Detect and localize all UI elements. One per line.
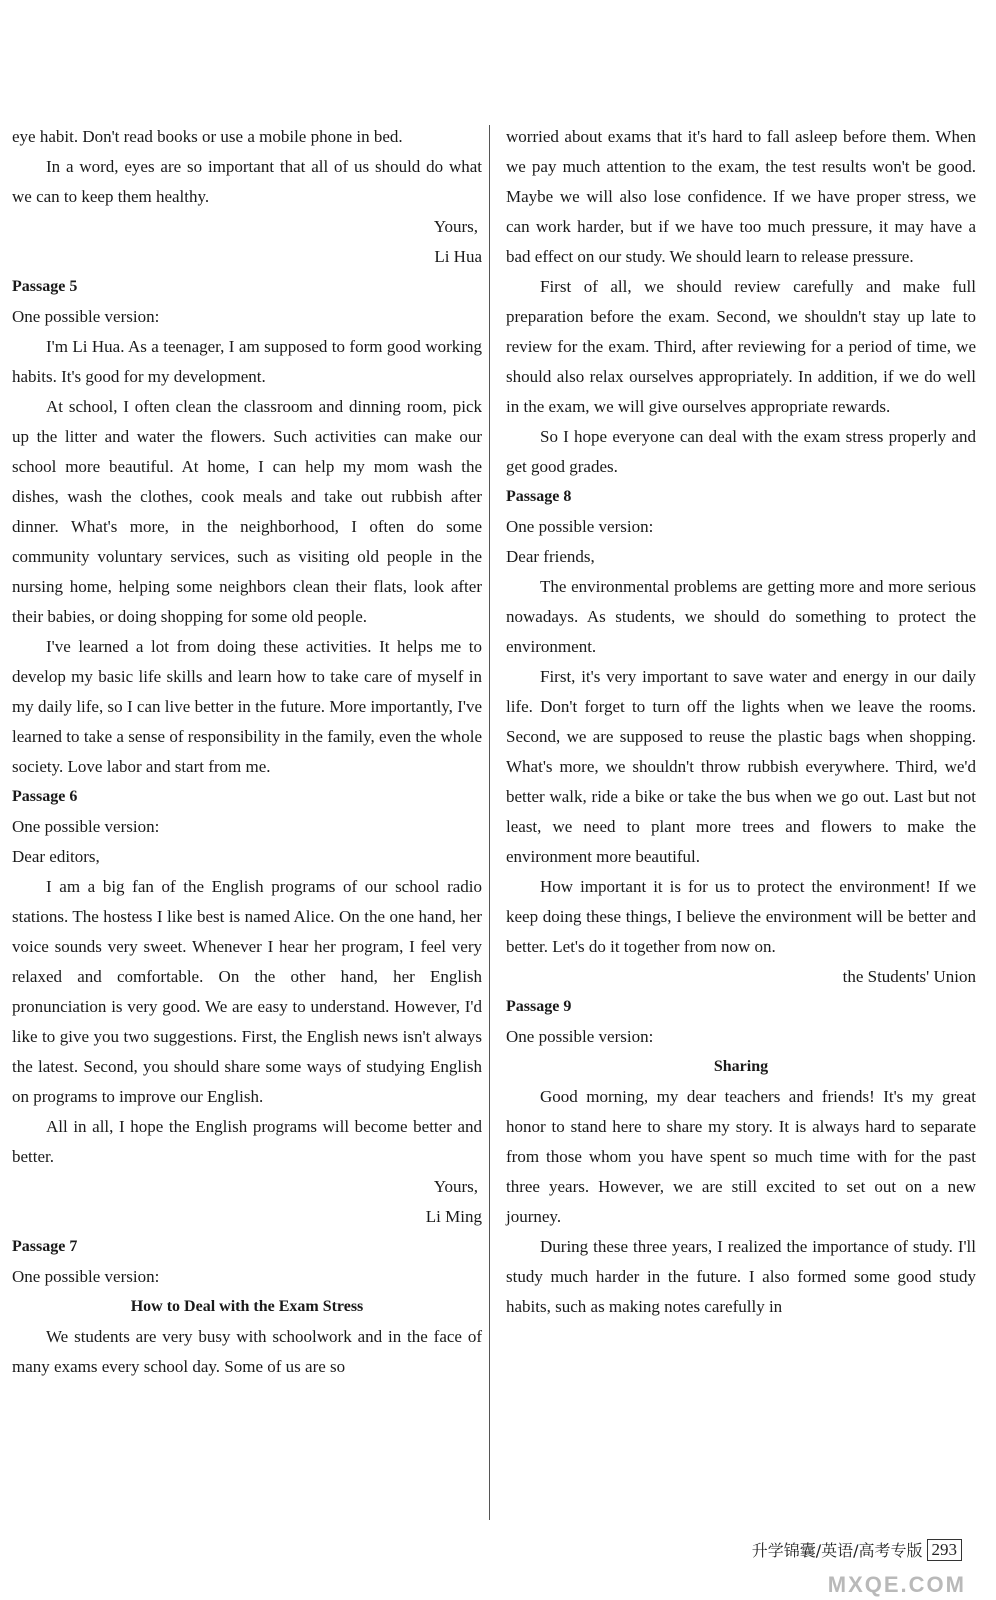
paragraph: I'm Li Hua. As a teenager, I am supposed to form good working habits. It's good for my development.: [12, 337, 482, 386]
version-label: One possible version:: [12, 307, 160, 326]
right-column: [506, 122, 976, 1322]
signoff-name: Li Ming: [425, 1207, 482, 1226]
paragraph: So I hope everyone can deal with the exam stress properly and get good grades.: [506, 427, 976, 476]
passage-heading: Passage 6: [12, 788, 78, 805]
passage-heading: Passage 5: [12, 278, 78, 295]
version-label: One possible version:: [506, 517, 654, 536]
paragraph: During these three years, I realized the importance of study. I'll study much harder in the future. I also formed some good study habits, such as making notes carefully in: [506, 1237, 976, 1316]
left-column: [12, 122, 482, 1382]
paragraph: eye habit. Don't read books or use a mobile phone in bed.: [12, 127, 403, 146]
paragraph: worried about exams that it's hard to fall asleep before them. When we pay much attention to the exam, the test results won't be good. Maybe we will also lose confidence. If we have proper stress, we can work harder, but if we have too much pressure, it may have a bad effect on our study. We should learn to release pressure.: [506, 127, 976, 266]
version-label: One possible version:: [12, 1267, 160, 1286]
paragraph: We students are very busy with schoolwork and in the face of many exams every school day. Some of us are so: [12, 1327, 482, 1376]
signoff-closing: Yours,: [433, 1177, 478, 1196]
passage-heading: Passage 9: [506, 998, 572, 1015]
signoff-closing: Yours,: [433, 217, 478, 236]
paragraph: At school, I often clean the classroom and dinning room, pick up the litter and water the flowers. Such activities can make our school more beautiful. At home, I can help my mom wash the dishes, wash the clothes, cook meals and take out rubbish after dinner. What's more, in the neighborhood, I often do some community voluntary services, such as visiting old people in the nursing home, helping some neighbors clean their flats, look after their babies, or doing shopping for some old people.: [12, 397, 482, 626]
essay-title: How to Deal with the Exam Stress: [130, 1298, 364, 1315]
version-label: One possible version:: [506, 1027, 654, 1046]
watermark: MXQE.COM: [827, 1572, 966, 1597]
signoff-name: the Students' Union: [842, 967, 976, 986]
passage-heading: Passage 8: [506, 488, 572, 505]
page-footer: [752, 1538, 962, 1561]
page-number: 293: [927, 1539, 963, 1561]
book-title: 升学锦囊/英语/高考专版: [751, 1541, 923, 1560]
paragraph: In a word, eyes are so important that all of us should do what we can to keep them healthy.: [12, 157, 482, 206]
paragraph: All in all, I hope the English programs will become better and better.: [12, 1117, 482, 1166]
paragraph: I am a big fan of the English programs of our school radio stations. The hostess I like best is named Alice. On the one hand, her voice sounds very sweet. Whenever I hear her program, I feel very relaxed and comfortable. On the other hand, her English pronunciation is very good. We are easy to understand. However, I'd like to give you two suggestions. First, the English news isn't always the latest. Second, you should share some ways of studying English on programs to improve our English.: [12, 877, 482, 1106]
signoff-name: Li Hua: [434, 247, 482, 266]
paragraph: I've learned a lot from doing these activities. It helps me to develop my basic life skills and learn how to take care of myself in my daily life, so I can live better in the future. More importantly, I've learned to take a sense of responsibility in the family, even the whole society. Love labor and start from me.: [12, 637, 482, 776]
letter-greeting: Dear friends,: [506, 547, 595, 566]
passage-heading: Passage 7: [12, 1238, 78, 1255]
column-divider: [489, 125, 490, 1520]
paragraph: First of all, we should review carefully and make full preparation before the exam. Second, we shouldn't stay up late to review for the exam. Third, after reviewing for a period of time, we should also relax ourselves appropriately. In addition, if we do well in the exam, we will give ourselves appropriate rewards.: [506, 277, 976, 416]
paragraph: Good morning, my dear teachers and friends! It's my great honor to stand here to share my story. It is always hard to separate from those whom you have spent so much time with for the past three years. However, we are still excited to set out on a new journey.: [506, 1087, 976, 1226]
paragraph: First, it's very important to save water and energy in our daily life. Don't forget to turn off the lights when we leave the rooms. Second, we are supposed to reuse the plastic bags when shopping. What's more, we shouldn't throw rubbish everywhere. Third, we'd better walk, ride a bike or take the bus when we go out. Last but not least, we need to plant more trees and flowers to make the environment more beautiful.: [506, 667, 976, 866]
paragraph: How important it is for us to protect the environment! If we keep doing these things, I believe the environment will be better and better. Let's do it together from now on.: [506, 877, 976, 956]
version-label: One possible version:: [12, 817, 160, 836]
letter-greeting: Dear editors,: [12, 847, 100, 866]
paragraph: The environmental problems are getting more and more serious nowadays. As students, we should do something to protect the environment.: [506, 577, 976, 656]
essay-title: Sharing: [713, 1058, 769, 1075]
